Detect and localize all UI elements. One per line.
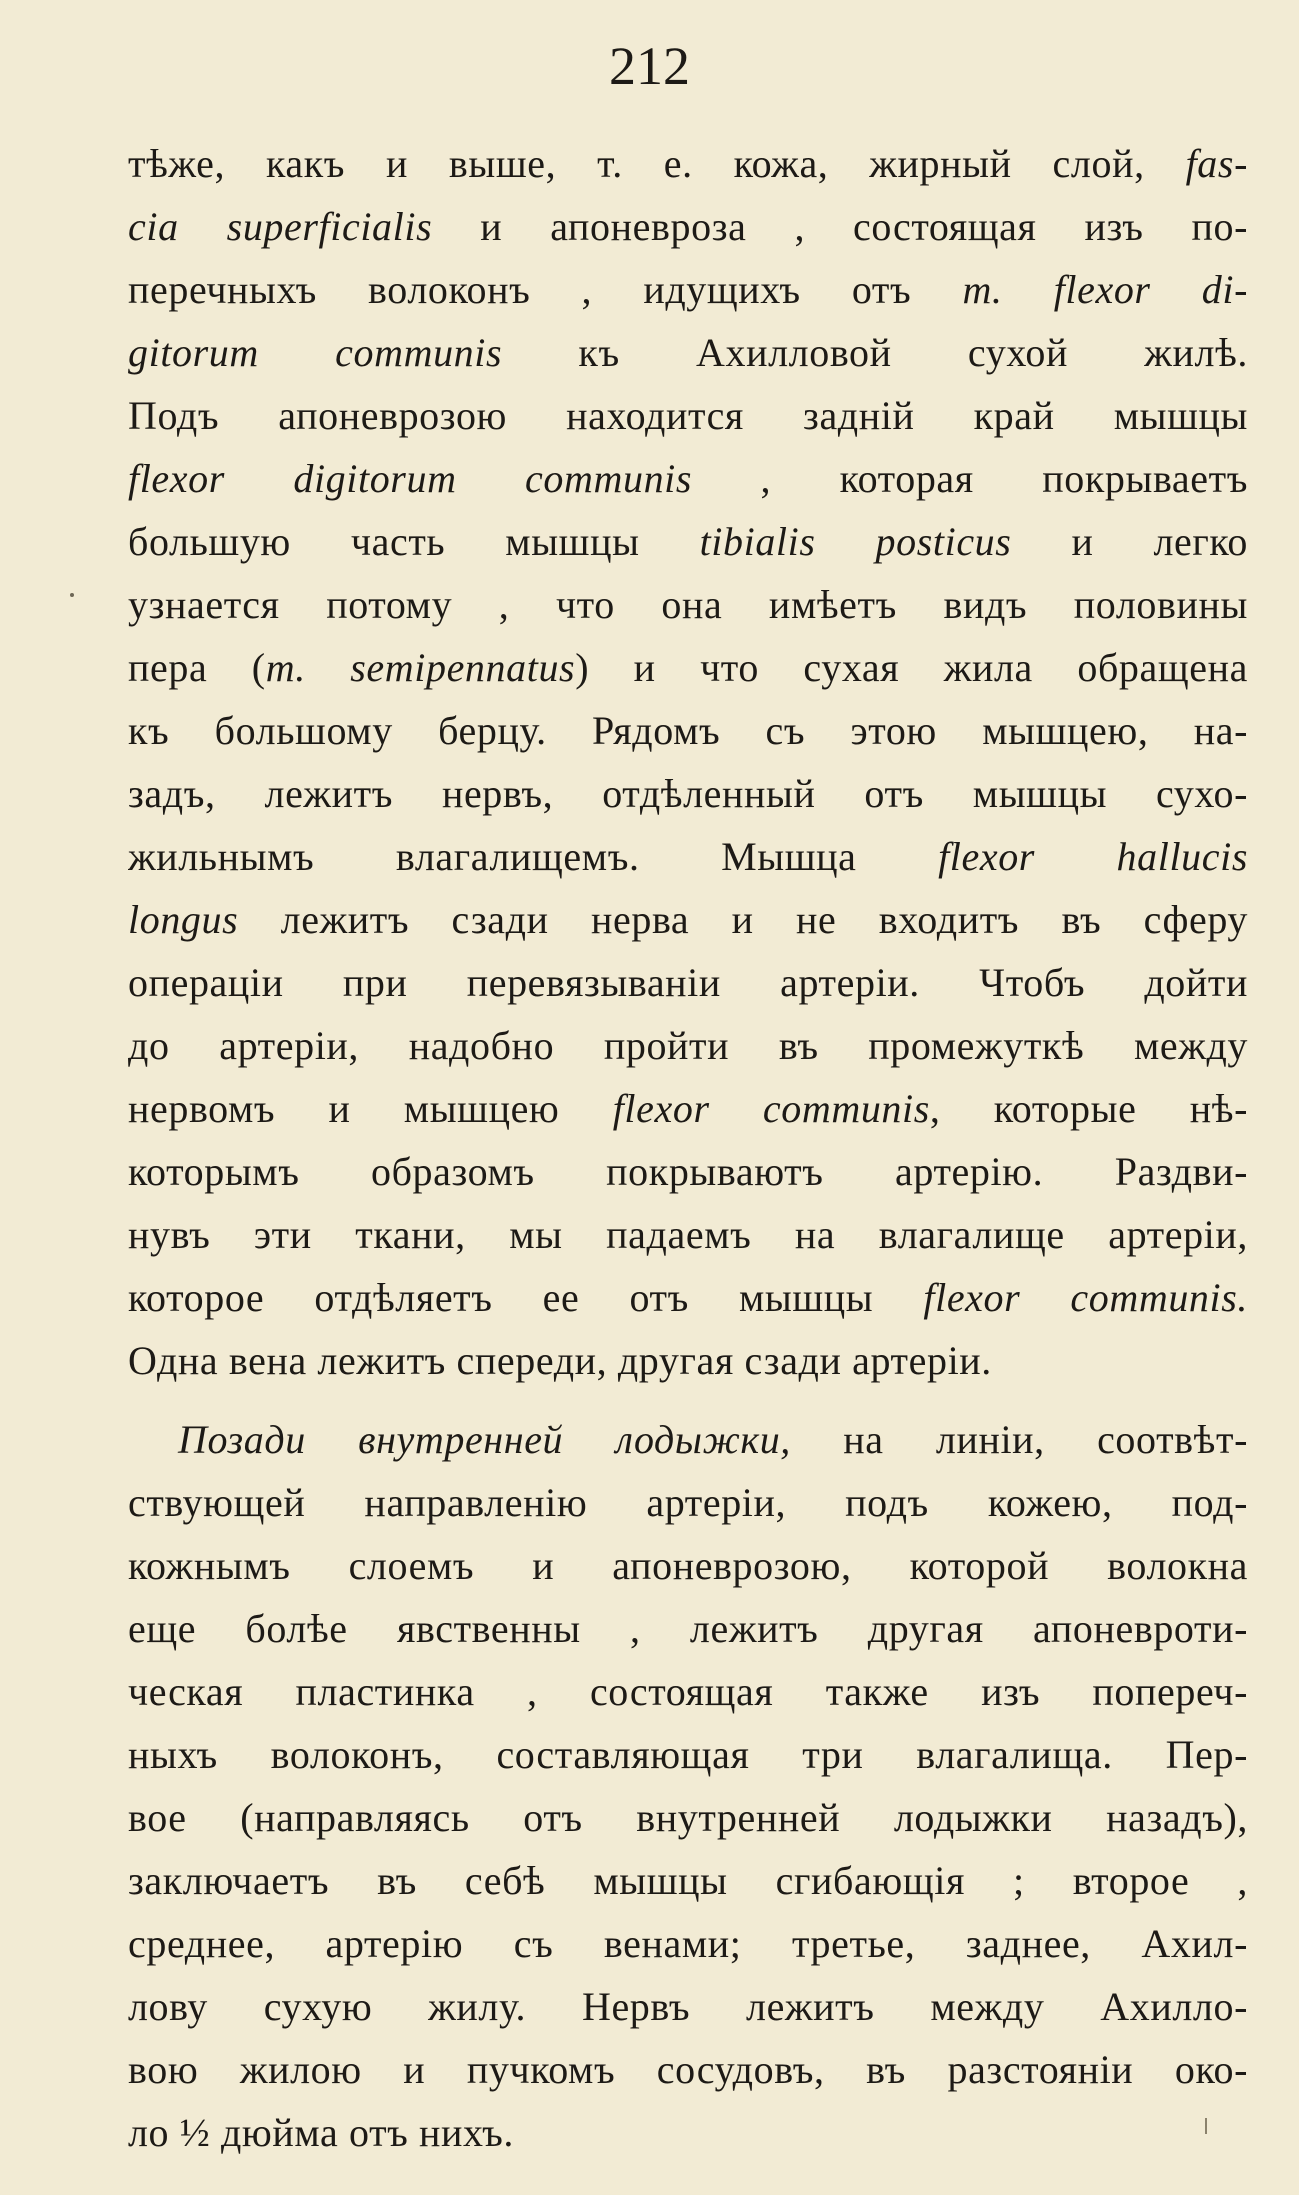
text-line — [128, 1723, 1248, 1786]
text-line — [128, 1408, 1248, 1471]
text-line — [128, 1471, 1248, 1534]
text-line — [128, 1014, 1248, 1077]
text-run: задъ, лежитъ нервъ, отдѣленный отъ мышцы сухо- — [128, 771, 1248, 816]
text-run: Подъ апоневрозою находится задній край мышцы — [128, 393, 1248, 438]
text-run: и апоневроза , состоящая изъ по- — [432, 204, 1248, 249]
paragraph-break — [128, 1392, 1248, 1408]
text-run: нувъ эти ткани, мы падаемъ на влагалище артеріи, — [128, 1212, 1248, 1257]
text-run: заключаетъ въ себѣ мышцы сгибающія ; второе , — [128, 1858, 1248, 1903]
text-run: тѣже, какъ и выше, т. е. кожа, жирный слой, — [128, 141, 1186, 186]
text-line — [128, 510, 1248, 573]
text-run: до артеріи, надобно пройти въ промежуткѣ между — [128, 1023, 1248, 1068]
body-text — [128, 132, 1248, 2164]
latin-term: flexor communis. — [923, 1275, 1248, 1320]
text-run: ческая пластинка , состоящая также изъ попереч- — [128, 1669, 1248, 1714]
text-line — [128, 888, 1248, 951]
text-line — [128, 1077, 1248, 1140]
latin-term: cia superficialis — [128, 204, 433, 249]
latin-term: m. semipennatus — [265, 645, 576, 690]
text-run: которое отдѣляетъ ее отъ мышцы — [128, 1275, 924, 1320]
latin-term: Позади внутренней лодыжки, — [178, 1417, 791, 1462]
text-line — [128, 951, 1248, 1014]
text-run: къ Ахилловой сухой жилѣ. — [502, 330, 1248, 375]
text-run: къ большому берцу. Рядомъ съ этою мышцею, на- — [128, 708, 1248, 753]
latin-term: tibialis posticus — [699, 519, 1012, 564]
bottom-margin-mark — [1205, 2118, 1207, 2134]
text-run: перечныхъ волоконъ , идущихъ отъ — [128, 267, 963, 312]
text-line — [128, 699, 1248, 762]
text-run: кожнымъ слоемъ и апоневрозою, которой волокна — [128, 1543, 1248, 1588]
text-line — [128, 195, 1248, 258]
text-run: узнается потому , что она имѣетъ видъ половины — [128, 582, 1248, 627]
text-run: Одна вена лежитъ спереди, другая сзади артеріи. — [128, 1338, 992, 1383]
page-number: 212 — [609, 36, 690, 96]
latin-term: flexor communis — [612, 1086, 930, 1131]
text-line — [128, 762, 1248, 825]
text-line — [128, 2101, 1248, 2164]
text-line — [128, 1329, 1248, 1392]
text-line — [128, 321, 1248, 384]
text-line — [128, 384, 1248, 447]
text-run: ствующей направленію артеріи, подъ кожею, под- — [128, 1480, 1248, 1525]
text-line — [128, 1266, 1248, 1329]
text-run: пера ( — [128, 645, 266, 690]
text-line — [128, 258, 1248, 321]
text-run: лежитъ сзади нерва и не входитъ въ сферу — [238, 897, 1248, 942]
text-run: лову сухую жилу. Нервъ лежитъ между Ахилло- — [128, 1984, 1248, 2029]
text-run: вою жилою и пучкомъ сосудовъ, въ разстояніи око- — [128, 2047, 1248, 2092]
text-line — [128, 132, 1248, 195]
text-run: , которая покрываетъ — [692, 456, 1248, 501]
text-run: , которые нѣ- — [929, 1086, 1248, 1131]
text-run: нервомъ и мышцею — [128, 1086, 613, 1131]
text-line — [128, 573, 1248, 636]
text-line — [128, 1660, 1248, 1723]
text-line — [128, 825, 1248, 888]
text-line — [128, 2038, 1248, 2101]
text-line — [128, 1203, 1248, 1266]
text-line — [128, 1597, 1248, 1660]
text-run: жильнымъ влагалищемъ. Мышца — [128, 834, 939, 879]
text-line — [128, 1975, 1248, 2038]
text-run: операціи при перевязываніи артеріи. Чтобъ дойти — [128, 960, 1248, 1005]
text-line — [128, 447, 1248, 510]
text-line — [128, 1534, 1248, 1597]
text-run: на линіи, соотвѣт- — [790, 1417, 1248, 1462]
text-run: которымъ образомъ покрываютъ артерію. Раздви- — [128, 1149, 1248, 1194]
text-run: среднее, артерію съ венами; третье, заднее, Ахил- — [128, 1921, 1248, 1966]
text-line — [128, 1786, 1248, 1849]
latin-term: fas- — [1185, 141, 1248, 186]
text-line — [128, 636, 1248, 699]
text-run: еще болѣе явственны , лежитъ другая апоневроти- — [128, 1606, 1248, 1651]
text-run: вое (направляясь отъ внутренней лодыжки назадъ), — [128, 1795, 1248, 1840]
latin-term: m. flexor di- — [962, 267, 1248, 312]
latin-term: gitorum communis — [128, 330, 503, 375]
text-line — [128, 1140, 1248, 1203]
text-run: и легко — [1011, 519, 1248, 564]
text-run: ) и что сухая жила обращена — [575, 645, 1248, 690]
margin-speck — [70, 593, 74, 597]
latin-term: flexor hallucis — [938, 834, 1248, 879]
latin-term: longus — [128, 897, 239, 942]
text-run: большую часть мышцы — [128, 519, 700, 564]
latin-term: flexor digitorum communis — [128, 456, 693, 501]
text-run: ло ½ дюйма отъ нихъ. — [128, 2110, 515, 2155]
text-line — [128, 1849, 1248, 1912]
text-line — [128, 1912, 1248, 1975]
text-run: ныхъ волоконъ, составляющая три влагалища. Пер- — [128, 1732, 1248, 1777]
